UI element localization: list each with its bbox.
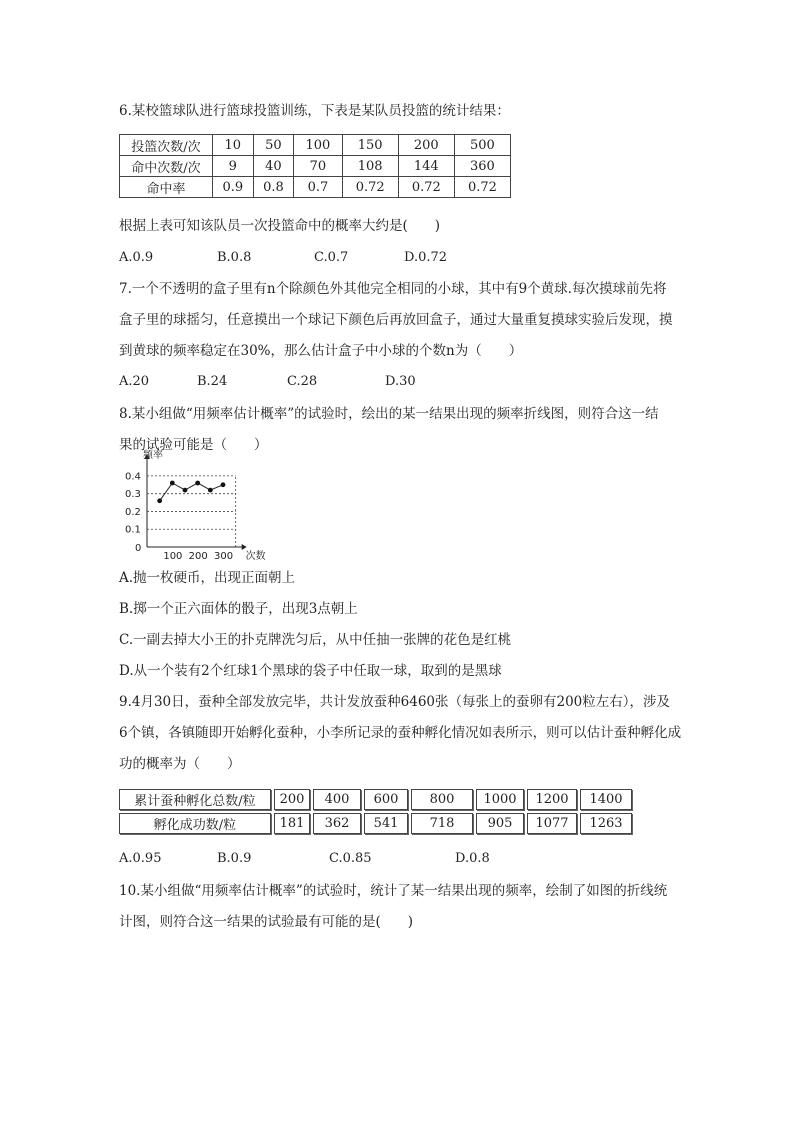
table-cell: 718 bbox=[411, 813, 473, 834]
table-cell: 0.7 bbox=[294, 177, 342, 198]
option-b: B.24 bbox=[197, 374, 228, 389]
x-axis-arrow bbox=[242, 544, 247, 550]
option-c: C.0.85 bbox=[329, 851, 372, 866]
table-cell: 1000 bbox=[476, 789, 524, 810]
table-row bbox=[120, 156, 511, 177]
table-cell: 360 bbox=[454, 156, 510, 177]
table-row-label: 命中率 bbox=[120, 177, 213, 198]
option-b: B.0.9 bbox=[217, 851, 252, 866]
table-row bbox=[120, 177, 511, 198]
q9-line-1: 9.4月30日，蚕种全部发放完毕，共计发放蚕种6460张（每张上的蚕卵有200粒左右），涉及 bbox=[119, 694, 671, 710]
q7-line-3: 到黄球的频率稳定在30%，那么估计盒子中小球的个数n为（ ） bbox=[119, 343, 523, 359]
y-tick-label: 0.4 bbox=[125, 471, 141, 483]
table-cell: 0.8 bbox=[253, 177, 294, 198]
q10-line-1: 10.某小组做“用频率估计概率”的试验时，统计了某一结果出现的频率，绘制了如图的折线统 bbox=[119, 883, 668, 899]
table-row-label: 孵化成功数/粒 bbox=[119, 813, 271, 834]
x-axis-label: 次数 bbox=[245, 551, 266, 562]
origin-label: 0 bbox=[135, 543, 142, 554]
option-a: A.0.95 bbox=[119, 851, 162, 866]
y-tick-label: 0.1 bbox=[125, 524, 141, 536]
table-cell: 200 bbox=[398, 135, 454, 156]
table-cell: 0.9 bbox=[213, 177, 254, 198]
option-d: D.0.8 bbox=[455, 851, 490, 866]
option-c: C.0.7 bbox=[314, 250, 349, 265]
table-row bbox=[120, 135, 511, 156]
table-row bbox=[119, 789, 632, 810]
q9-line-3: 功的概率为（ ） bbox=[119, 756, 241, 772]
data-point bbox=[157, 498, 162, 503]
data-point bbox=[195, 481, 200, 486]
table-cell: 362 bbox=[313, 813, 361, 834]
option-d: D.30 bbox=[385, 374, 416, 389]
table-cell: 10 bbox=[213, 135, 254, 156]
q7-line-2: 盒子里的球摇匀，任意摸出一个球记下颜色后再放回盒子，通过大量重复摸球实验后发现，摸 bbox=[119, 312, 673, 328]
table-cell: 70 bbox=[294, 156, 342, 177]
y-tick-label: 0.3 bbox=[125, 489, 141, 501]
chart-plot bbox=[125, 448, 266, 562]
table-row-label: 累计蚕种孵化总数/粒 bbox=[119, 789, 271, 810]
q7-options bbox=[119, 372, 519, 392]
table-cell: 9 bbox=[213, 156, 254, 177]
q8-option-b: B.掷一个正六面体的骰子，出现3点朝上 bbox=[119, 601, 358, 617]
table-cell: 50 bbox=[253, 135, 294, 156]
table-cell: 400 bbox=[313, 789, 361, 810]
q8-option-d: D.从一个装有2个红球1个黑球的袋子中任取一球，取到的是黑球 bbox=[119, 663, 502, 679]
table-cell: 0.72 bbox=[454, 177, 510, 198]
data-point bbox=[221, 482, 226, 487]
q6-options bbox=[119, 248, 519, 268]
q8-option-c: C.一副去掉大小王的扑克牌洗匀后，从中任抽一张牌的花色是红桃 bbox=[119, 632, 512, 648]
q7-line-1: 7.一个不透明的盒子里有n个除颜色外其他完全相同的小球，其中有9个黄球.每次摸球前先将 bbox=[119, 281, 667, 297]
table-row-label: 命中次数/次 bbox=[120, 156, 213, 177]
table-cell: 0.72 bbox=[398, 177, 454, 198]
q9-table bbox=[116, 786, 635, 837]
frequency-line-chart bbox=[119, 450, 269, 562]
data-point bbox=[170, 481, 175, 486]
y-axis-label: 频率 bbox=[143, 450, 163, 461]
table-cell: 181 bbox=[274, 813, 310, 834]
table-cell: 541 bbox=[364, 813, 408, 834]
q6-stem: 6.某校篮球队进行篮球投篮训练，下表是某队员投篮的统计结果： bbox=[119, 103, 510, 119]
data-point bbox=[183, 488, 188, 493]
table-cell: 0.72 bbox=[342, 177, 398, 198]
table-row-label: 投篮次数/次 bbox=[120, 135, 213, 156]
table-cell: 40 bbox=[253, 156, 294, 177]
option-d: D.0.72 bbox=[404, 250, 448, 265]
table-cell: 600 bbox=[364, 789, 408, 810]
table-cell: 200 bbox=[274, 789, 310, 810]
q9-line-2: 6个镇，各镇随即开始孵化蚕种，小李所记录的蚕种孵化情况如表所示，则可以估计蚕种孵化成 bbox=[119, 725, 682, 741]
table-cell: 1200 bbox=[527, 789, 577, 810]
table-cell: 150 bbox=[342, 135, 398, 156]
table-cell: 500 bbox=[454, 135, 510, 156]
table-cell: 100 bbox=[294, 135, 342, 156]
q6-table bbox=[119, 134, 511, 198]
option-b: B.0.8 bbox=[217, 250, 252, 265]
table-cell: 144 bbox=[398, 156, 454, 177]
series-line bbox=[160, 483, 223, 501]
y-tick-label: 0.2 bbox=[125, 506, 141, 518]
table-row bbox=[119, 813, 632, 834]
table-cell: 1400 bbox=[580, 789, 632, 810]
table-cell: 108 bbox=[342, 156, 398, 177]
table-cell: 800 bbox=[411, 789, 473, 810]
option-a: A.20 bbox=[119, 374, 150, 389]
q8-line-1: 8.某小组做“用频率估计概率”的试验时，绘出的某一结果出现的频率折线图，则符合这一结 bbox=[119, 406, 659, 422]
option-a: A.0.9 bbox=[119, 250, 154, 265]
q8-option-a: A.抛一枚硬币，出现正面朝上 bbox=[119, 570, 296, 586]
table-cell: 905 bbox=[476, 813, 524, 834]
x-tick-label: 200 bbox=[188, 551, 208, 562]
x-tick-label: 100 bbox=[163, 551, 183, 562]
q9-options bbox=[119, 849, 519, 869]
table-cell: 1077 bbox=[527, 813, 577, 834]
q8-line-2: 果的试验可能是（ ） bbox=[119, 437, 268, 453]
x-tick-label: 300 bbox=[214, 551, 234, 562]
q6-question: 根据上表可知该队员一次投篮命中的概率大约是( ) bbox=[119, 218, 441, 234]
data-point bbox=[208, 488, 213, 493]
table-cell: 1263 bbox=[580, 813, 632, 834]
option-c: C.28 bbox=[287, 374, 318, 389]
q10-line-2: 计图，则符合这一结果的试验最有可能的是( ) bbox=[119, 914, 414, 930]
